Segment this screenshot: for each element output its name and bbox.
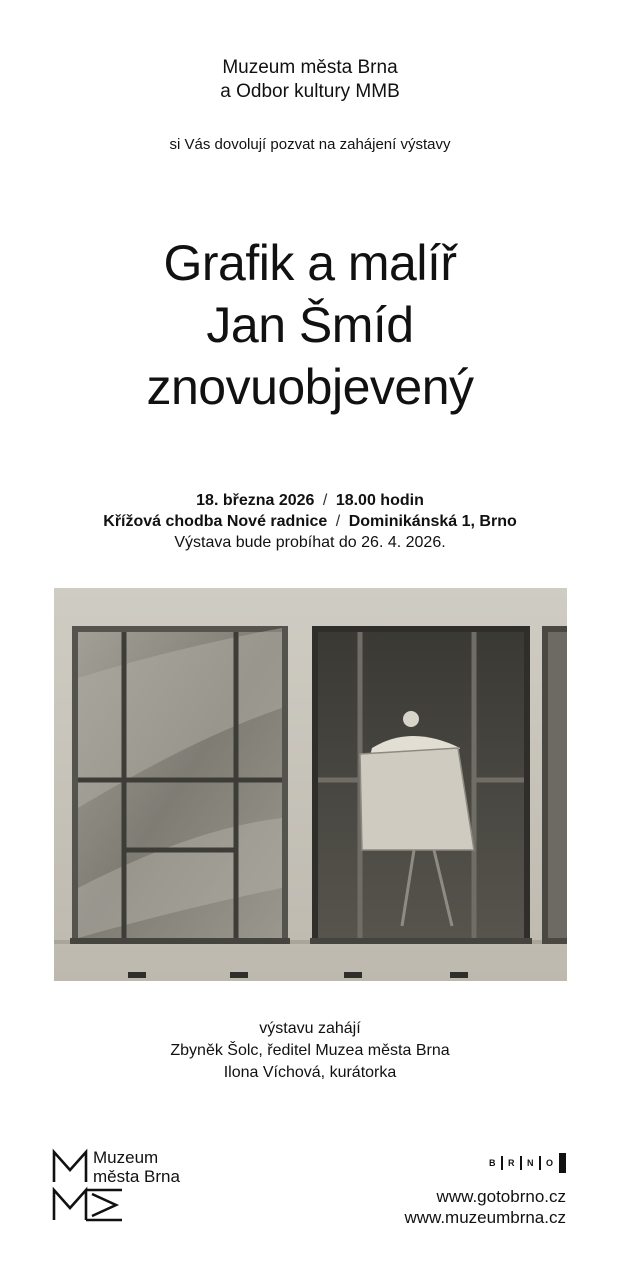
- invitation-text: si Vás dovolují pozvat na zahájení výstavy: [169, 136, 451, 153]
- date-time-line: [0, 490, 620, 511]
- organizer-line-1: Muzeum města Brna: [222, 57, 398, 78]
- venue-line: [0, 511, 620, 532]
- web-links: [404, 1186, 566, 1228]
- organizer-line-2: a Odbor kultury MMB: [220, 81, 400, 102]
- brno-letter-r: R: [507, 1158, 516, 1168]
- separator: /: [335, 513, 341, 530]
- brno-divider: [539, 1156, 541, 1170]
- event-date: 18. března 2026: [196, 492, 315, 509]
- event-duration: Výstava bude probíhat do 26. 4. 2026.: [174, 534, 446, 551]
- link-muzeumbrna[interactable]: www.muzeumbrna.cz: [404, 1208, 566, 1227]
- archival-photo: [54, 588, 567, 981]
- brno-letter-b: B: [488, 1158, 497, 1168]
- speaker-2: Ilona Víchová, kurátorka: [223, 1064, 397, 1081]
- title-line-2: Jan Šmíd: [206, 297, 414, 353]
- exhibition-title: [0, 232, 620, 418]
- brno-block: [559, 1153, 566, 1173]
- brno-logo: [489, 1153, 566, 1173]
- brno-letter-o: O: [545, 1158, 554, 1168]
- logo-text: [93, 1148, 180, 1186]
- logo-line-1: Muzeum: [93, 1148, 159, 1167]
- opening-speakers: [0, 1018, 620, 1084]
- speaker-1: Zbyněk Šolc, ředitel Muzea města Brna: [170, 1042, 450, 1059]
- opening-intro: výstavu zahájí: [259, 1020, 361, 1037]
- brno-divider: [501, 1156, 503, 1170]
- event-time: 18.00 hodin: [335, 492, 424, 509]
- title-line-3: znovuobjevený: [146, 359, 474, 415]
- brno-divider: [520, 1156, 522, 1170]
- separator: /: [322, 492, 328, 509]
- logo-line-2: města Brna: [93, 1167, 180, 1186]
- archival-photo-windows-icon: [54, 588, 567, 981]
- event-place: Křížová chodba Nové radnice: [103, 513, 328, 530]
- link-gotobrno[interactable]: www.gotobrno.cz: [436, 1187, 566, 1206]
- title-line-1: Grafik a malíř: [163, 235, 457, 291]
- organizers: [0, 56, 620, 104]
- event-address: Dominikánská 1, Brno: [348, 513, 517, 530]
- event-details: [0, 490, 620, 553]
- brno-letter-n: N: [526, 1158, 535, 1168]
